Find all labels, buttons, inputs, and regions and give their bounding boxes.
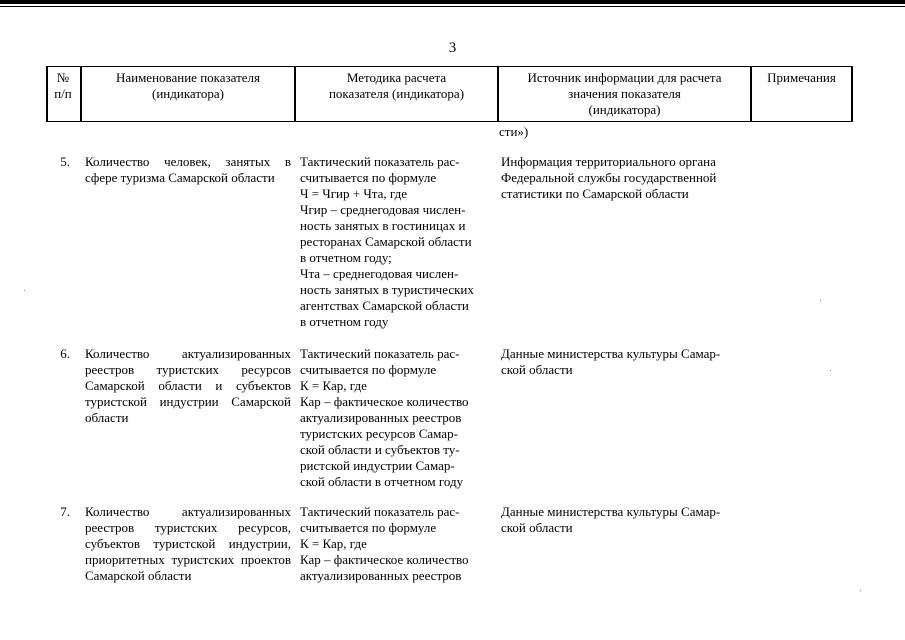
row-6-name: Количество актуализированных реестров туристских ресурсов Самарской области и субъектов туристской индустрии Самарской области	[85, 346, 291, 425]
top-border-thin-line	[0, 6, 905, 7]
scan-speck	[820, 300, 821, 301]
header-source: Источник информации для расчета значения показателя (индикатора)	[527, 70, 722, 117]
top-border-line	[0, 0, 905, 4]
row-5-source: Информация территориального органа Федеральной службы государственной статистики по Самарской области	[501, 154, 717, 201]
row-7-source: Данные министерства культуры Самар- ской области	[501, 504, 721, 535]
header-notes: Примечания	[767, 70, 836, 85]
table-border-right	[851, 66, 853, 122]
page-number: 3	[448, 40, 457, 56]
header-method: Методика расчета показателя (индикатора)	[328, 70, 465, 101]
header-num: № п/п	[54, 70, 72, 101]
scan-speck	[24, 290, 25, 291]
row-6-method: Тактический показатель рас- считывается по формуле К = Кар, где Кар – фактическое количество актуализированных реестров туристских ресурсов Самар- ской области и субъектов ту- ристской индустрии Самар- ской области в отчетном году	[300, 346, 469, 489]
row-6-num: 6.	[60, 346, 70, 361]
row-6-source: Данные министерства культуры Самар- ской области	[501, 346, 721, 377]
row-7-method: Тактический показатель рас- считывается по формуле К = Кар, где Кар – фактическое количество актуализированных реестров	[300, 504, 469, 583]
source-continuation: сти»)	[499, 124, 529, 139]
row-5-name: Количество человек, занятых в сфере туризма Самарской области	[85, 154, 291, 185]
row-7-num: 7.	[60, 504, 70, 519]
scan-speck	[830, 370, 831, 371]
header-name: Наименование показателя (индикатора)	[115, 70, 261, 101]
row-5-num: 5.	[60, 154, 70, 169]
row-7-name: Количество актуализированных реестров туристских ресурсов, субъектов туристской индустрии, приоритетных туристских проектов Самарской области	[85, 504, 291, 583]
row-5-method: Тактический показатель рас- считывается по формуле Ч = Чгир + Чта, где Чгир – среднегодовая числен- ность занятых в гостиницах и ресторанах Самарской области в отчетном году; Чта – среднегодовая числен- ность занятых в туристических агентствах Самарской области в отчетном году	[300, 154, 474, 329]
scan-speck	[860, 590, 861, 591]
